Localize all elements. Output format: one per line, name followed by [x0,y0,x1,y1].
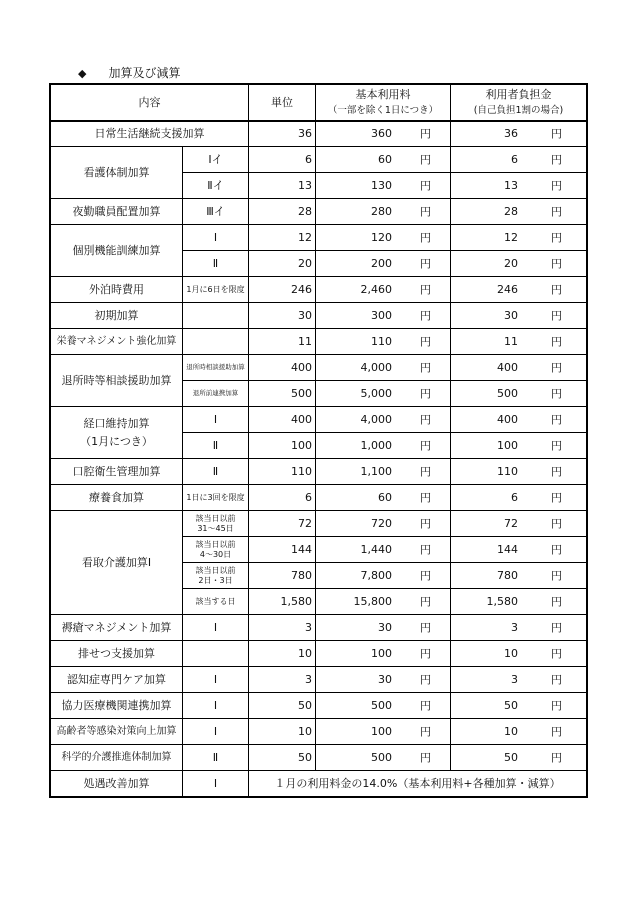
row-name: 看取介護加算Ⅰ [51,511,183,615]
row-unit: 780 [249,563,316,589]
row-basic-fee: 1,440 円 [316,537,451,563]
row-user-cost: 110 円 [451,459,587,485]
row-user-cost: 3 円 [451,615,587,641]
row-unit: 246 [249,277,316,303]
row-name: 個別機能訓練加算 [51,225,183,277]
table-row [51,277,587,303]
row-user-cost: 20 円 [451,251,587,277]
row-name: 療養食加算 [51,485,183,511]
diamond-bullet-icon: ◆ [78,67,87,80]
row-user-cost: 246 円 [451,277,587,303]
row-name: 経口維持加算 （1月につき） [51,407,183,459]
table-row [51,459,587,485]
row-unit: 400 [249,355,316,381]
row-unit: 50 [249,693,316,719]
header-basic-fee: 基本利用料 （一部を除く1日につき） [316,85,451,121]
row-user-cost: 6 円 [451,485,587,511]
table-row [51,641,587,667]
row-sub: Ⅱ [183,745,249,771]
row-basic-fee: 200 円 [316,251,451,277]
row-name: 外泊時費用 [51,277,183,303]
row-sub: Ⅰ [183,615,249,641]
row-sub: Ⅱ [183,433,249,459]
row-basic-fee: 100 円 [316,641,451,667]
row-basic-fee: 300 円 [316,303,451,329]
row-user-cost: 500 円 [451,381,587,407]
row-unit: 72 [249,511,316,537]
row-name: 科学的介護推進体制加算 [51,745,183,771]
row-unit: 10 [249,719,316,745]
row-user-cost: 1,580 円 [451,589,587,615]
row-name: 初期加算 [51,303,183,329]
row-basic-fee: 500 円 [316,693,451,719]
row-basic-fee: 30 円 [316,667,451,693]
row-name: 看護体制加算 [51,147,183,199]
row-user-cost: 28 円 [451,199,587,225]
table-row [51,615,587,641]
row-user-cost: 10 円 [451,641,587,667]
row-user-cost: 30 円 [451,303,587,329]
row-user-cost: 50 円 [451,693,587,719]
row-user-cost: 72 円 [451,511,587,537]
row-unit: 144 [249,537,316,563]
row-user-cost: 36 円 [451,121,587,147]
row-name: 栄養マネジメント強化加算 [51,329,183,355]
row-unit: 20 [249,251,316,277]
row-basic-fee: 4,000 円 [316,355,451,381]
table-row [51,121,587,147]
row-user-cost: 12 円 [451,225,587,251]
row-unit: 13 [249,173,316,199]
row-sub: 退所時相談援助加算 [183,355,249,381]
row-unit: 50 [249,745,316,771]
row-name: 退所時等相談援助加算 [51,355,183,407]
row-basic-fee: 720 円 [316,511,451,537]
row-user-cost: 11 円 [451,329,587,355]
row-sub: 該当日以前 2日・3日 [183,563,249,589]
row-basic-fee: 2,460 円 [316,277,451,303]
row-sub: 1月に6日を限度 [183,277,249,303]
row-note: １月の利用料金の14.0%（基本利用料+各種加算・減算） [249,771,587,797]
row-basic-fee: 110 円 [316,329,451,355]
row-name: 処遇改善加算 [51,771,183,797]
header-content: 内容 [51,85,249,121]
section-heading [78,65,180,82]
row-unit: 6 [249,147,316,173]
table-row [51,719,587,745]
row-name: 協力医療機関連携加算 [51,693,183,719]
row-name: 認知症専門ケア加算 [51,667,183,693]
row-unit: 1,580 [249,589,316,615]
row-user-cost: 50 円 [451,745,587,771]
row-unit: 3 [249,615,316,641]
row-user-cost: 400 円 [451,407,587,433]
table-row [51,329,587,355]
row-name: 褥瘡マネジメント加算 [51,615,183,641]
row-sub: 該当日以前 4～30日 [183,537,249,563]
row-basic-fee: 60 円 [316,485,451,511]
table-row [51,355,587,381]
row-unit: 28 [249,199,316,225]
row-sub: Ⅱ [183,251,249,277]
row-basic-fee: 120 円 [316,225,451,251]
row-unit: 30 [249,303,316,329]
row-basic-fee: 5,000 円 [316,381,451,407]
fee-table [50,84,587,797]
row-name: 日常生活継続支援加算 [51,121,249,147]
row-unit: 10 [249,641,316,667]
row-basic-fee: 1,000 円 [316,433,451,459]
row-sub: Ⅰ [183,225,249,251]
row-name: 口腔衛生管理加算 [51,459,183,485]
section-title: 加算及び減算 [108,66,181,80]
row-unit: 12 [249,225,316,251]
row-sub: 該当する日 [183,589,249,615]
row-unit: 500 [249,381,316,407]
row-unit: 400 [249,407,316,433]
row-user-cost: 3 円 [451,667,587,693]
row-unit: 36 [249,121,316,147]
table-row [51,771,587,797]
table-header-row [51,85,587,121]
row-basic-fee: 7,800 円 [316,563,451,589]
row-name: 夜勤職員配置加算 [51,199,183,225]
table-row [51,745,587,771]
row-sub: 1日に3回を限度 [183,485,249,511]
row-sub: Ⅰ [183,667,249,693]
header-unit: 単位 [249,85,316,121]
row-basic-fee: 360 円 [316,121,451,147]
row-sub: Ⅰ [183,693,249,719]
row-sub: Ⅰ [183,719,249,745]
row-sub: 該当日以前 31～45日 [183,511,249,537]
row-user-cost: 13 円 [451,173,587,199]
table-row [51,667,587,693]
row-sub: Ⅱ [183,459,249,485]
row-user-cost: 144 円 [451,537,587,563]
table-row [51,147,587,173]
row-basic-fee: 4,000 円 [316,407,451,433]
row-name: 排せつ支援加算 [51,641,183,667]
row-basic-fee: 280 円 [316,199,451,225]
row-basic-fee: 130 円 [316,173,451,199]
table-row [51,199,587,225]
row-unit: 3 [249,667,316,693]
table-row [51,485,587,511]
row-basic-fee: 30 円 [316,615,451,641]
row-basic-fee: 15,800 円 [316,589,451,615]
table-row [51,511,587,537]
row-unit: 100 [249,433,316,459]
row-sub: Ⅰイ [183,147,249,173]
row-unit: 6 [249,485,316,511]
row-sub [183,641,249,667]
row-sub: 退所前連携加算 [183,381,249,407]
row-unit: 11 [249,329,316,355]
row-basic-fee: 1,100 円 [316,459,451,485]
header-user-cost: 利用者負担金 (自己負担1割の場合) [451,85,587,121]
row-sub: Ⅱイ [183,173,249,199]
row-user-cost: 10 円 [451,719,587,745]
table-row [51,303,587,329]
row-sub: Ⅲイ [183,199,249,225]
row-basic-fee: 500 円 [316,745,451,771]
table-row [51,693,587,719]
table-row [51,407,587,433]
row-sub [183,329,249,355]
row-user-cost: 780 円 [451,563,587,589]
row-user-cost: 100 円 [451,433,587,459]
row-basic-fee: 100 円 [316,719,451,745]
row-basic-fee: 60 円 [316,147,451,173]
table-row [51,225,587,251]
row-user-cost: 400 円 [451,355,587,381]
row-sub [183,303,249,329]
row-sub: Ⅰ [183,771,249,797]
row-unit: 110 [249,459,316,485]
row-sub: Ⅰ [183,407,249,433]
row-name: 高齢者等感染対策向上加算 [51,719,183,745]
row-user-cost: 6 円 [451,147,587,173]
